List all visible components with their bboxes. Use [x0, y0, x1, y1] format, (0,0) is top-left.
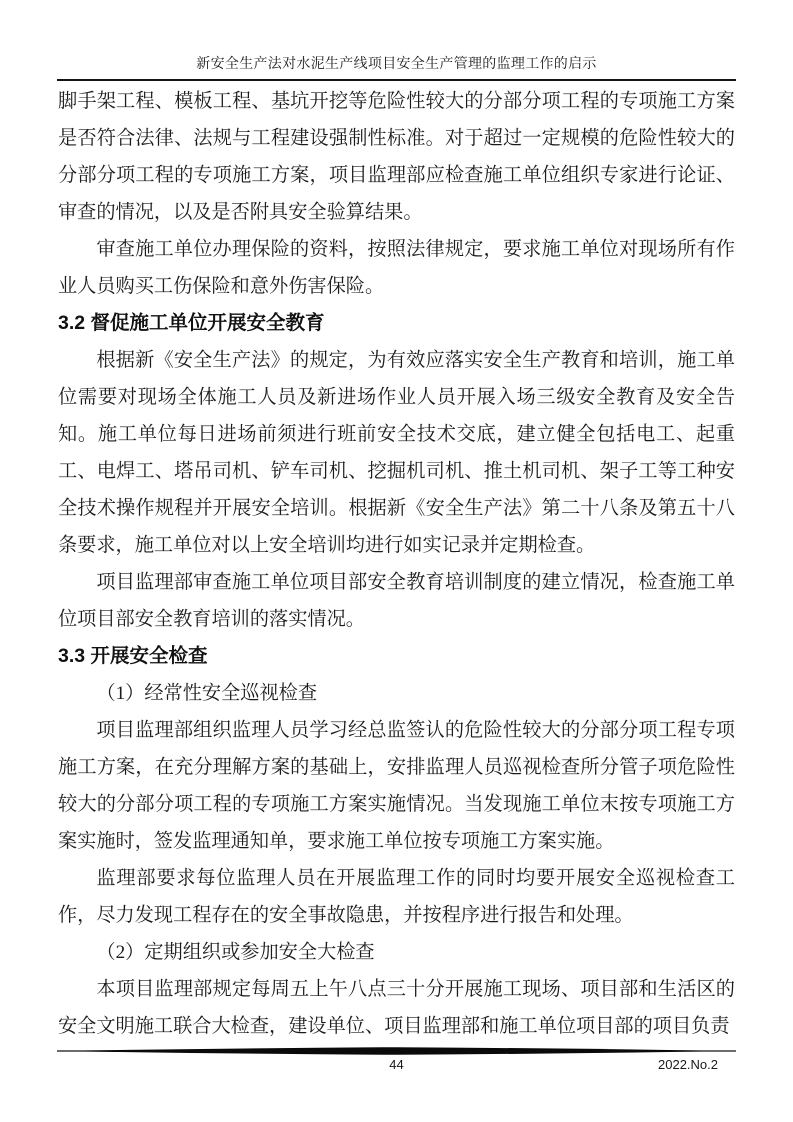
page-header — [57, 56, 736, 81]
paragraph: （1）经常性安全巡视检查 — [96, 683, 318, 704]
paragraph: 监理部要求每位监理人员在开展监理工作的同时均要开展安全巡视检查工作，尽力发现工程存在的安全事故隐患，并按程序进行报告和处理。 — [58, 868, 735, 926]
paragraph: 脚手架工程、模板工程、基坑开挖等危险性较大的分部分项工程的专项施工方案是否符合法律、法规与工程建设强制性标准。对于超过一定规模的危险性较大的分部分项工程的专项施工方案，项目监理部应检查施工单位组织专家进行论证、审查的情况，以及是否附具安全验算结果。 — [58, 91, 735, 223]
document-body — [58, 81, 735, 1045]
paragraph: 审查施工单位办理保险的资料，按照法律规定，要求施工单位对现场所有作业人员购买工伤保险和意外伤害保险。 — [58, 239, 735, 297]
footer-row — [57, 1057, 736, 1075]
paragraph: （2）定期组织或参加安全大检查 — [96, 942, 375, 963]
paragraph: 项目监理部组织监理人员学习经总监签认的危险性较大的分部分项工程专项施工方案，在充分理解方案的基础上，安排监理人员巡视检查所分管子项危险性较大的分部分项工程的专项施工方案实施情况。当发现施工单位末按专项施工方案实施时，签发监理通知单，要求施工单位按专项施工方案实施。 — [58, 720, 735, 852]
footer-divider — [57, 1046, 736, 1056]
paragraph: 本项目监理部规定每周五上午八点三十分开展施工现场、项目部和生活区的安全文明施工联合大检查，建设单位、项目监理部和施工单位项目部的项目负责 — [58, 979, 735, 1037]
paragraph: 项目监理部审查施工单位项目部安全教育培训制度的建立情况，检查施工单位项目部安全教育培训的落实情况。 — [58, 572, 735, 630]
paragraph: 根据新《安全生产法》的规定，为有效应落实安全生产教育和培训，施工单位需要对现场全体施工人员及新进场作业人员开展入场三级安全教育及安全告知。施工单位每日进场前须进行班前安全技术交底，建立健全包括电工、起重工、电焊工、塔吊司机、铲车司机、挖掘机司机、推土机司机、架子工等工种安全技术操作规程并开展安全培训。根据新《安全生产法》第二十八条及第五十八条要求，施工单位对以上安全培训均进行如实记录并定期检查。 — [58, 350, 735, 556]
issue-number: 2022.No.2 — [658, 1057, 718, 1072]
section-heading: 3.3 开展安全检查 — [58, 645, 208, 667]
page-number: 44 — [389, 1057, 404, 1072]
header-title: 新安全生产法对水泥生产线项目安全生产管理的监理工作的启示 — [196, 57, 597, 72]
section-heading: 3.2 督促施工单位开展安全教育 — [58, 312, 325, 334]
page-footer — [57, 1046, 736, 1075]
